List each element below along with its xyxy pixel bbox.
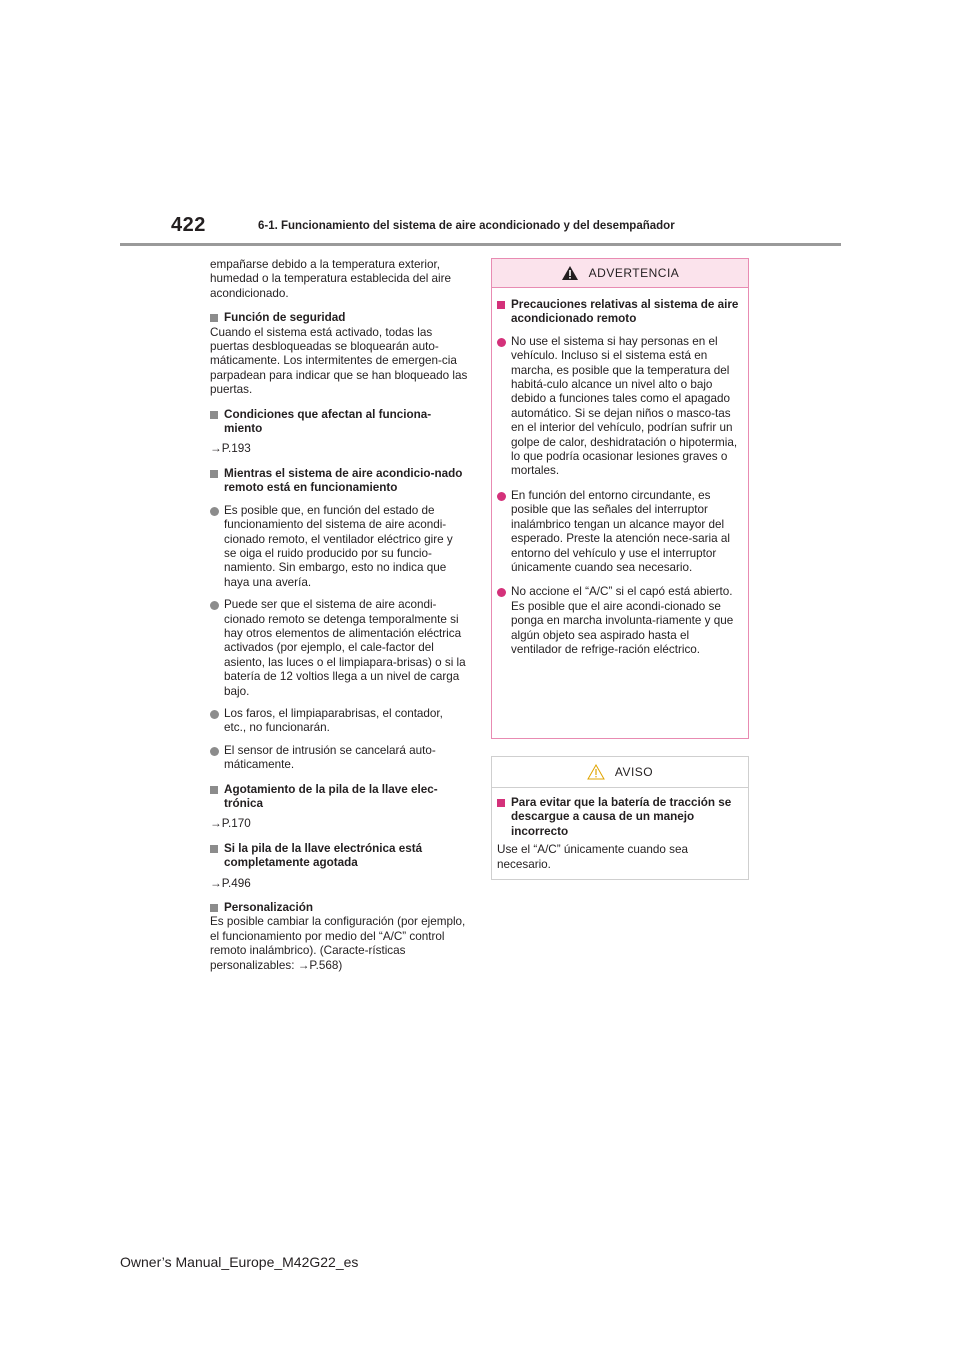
header-divider	[120, 243, 841, 246]
notice-body	[492, 788, 748, 872]
security-heading: Función de seguridad	[210, 311, 468, 325]
warning-body	[492, 288, 748, 657]
running-bullet: Puede ser que el sistema de aire acondi-cionado remoto se detenga temporalmente si hay otros elementos de alimentación eléctrica activados (por ejemplo, el cale-factor del asiento, las luces o el limpiapara-brisas) o si la batería de 12 voltios llega a un nivel de carga bajo.	[210, 598, 468, 699]
notice-box	[491, 756, 749, 880]
depleted-heading: Si la pila de la llave electrónica está completamente agotada	[210, 842, 468, 871]
chapter-title: 6-1. Funcionamiento del sistema de aire acondicionado y del desempañador	[258, 220, 675, 232]
running-bullet: Es posible que, en función del estado de funcionamiento del sistema de aire acondi-cionado remoto, el ventilador eléctrico gire y se oiga el ruido producido por su funcio-namiento. Sin embargo, esto no indica que haya una avería.	[210, 504, 468, 590]
intro-paragraph	[210, 258, 468, 301]
warning-header	[492, 259, 748, 288]
security-section	[210, 311, 468, 397]
customization-heading: Personalización	[210, 901, 468, 915]
warning-bullet: En función del entorno circundante, es posible que las señales del interruptor inalámbrico tengan un alcance mayor del esperado. Preste la atención nece-saria al entorno del vehículo y use el interruptor únicamente cuando sea necesario.	[497, 489, 742, 575]
warning-heading: Precauciones relativas al sistema de aire acondicionado remoto	[497, 298, 742, 327]
intro-text: empañarse debido a la temperatura exterior, humedad o la temperatura establecida del aire acondicionado.	[210, 258, 452, 300]
battery-heading: Agotamiento de la pila de la llave elec-trónica	[210, 783, 468, 812]
conditions-page-ref[interactable]: →P.193	[210, 442, 251, 456]
left-column	[210, 258, 468, 983]
footer-text: Owner’s Manual_Europe_M42G22_es	[120, 1254, 359, 1270]
notice-title: AVISO	[614, 764, 654, 779]
conditions-section	[210, 408, 468, 457]
customization-text: Es posible cambiar la configuración (por ejemplo, el funcionamiento por medio del “A/C” control remoto inalámbrico). (Caracte-rísticas personalizables: →P.568)	[210, 915, 466, 972]
caution-triangle-icon	[587, 764, 605, 780]
security-text: Cuando el sistema está activado, todas las puertas desbloqueadas se bloquearán auto-máticamente. Los intermitentes de emergen-cia parpadean para indicar que se han bloqueado las puertas.	[210, 325, 468, 397]
running-bullet: El sensor de intrusión se cancelará auto-máticamente.	[210, 744, 468, 773]
running-bullet: Los faros, el limpiaparabrisas, el contador, etc., no funcionarán.	[210, 707, 468, 736]
customization-section	[210, 901, 468, 973]
warning-triangle-icon	[561, 265, 579, 281]
depleted-page-ref[interactable]: →P.496	[210, 876, 251, 890]
page-number: 422	[171, 214, 206, 236]
running-section	[210, 467, 468, 773]
warning-title: ADVERTENCIA	[588, 265, 680, 280]
warning-bullet: No use el sistema si hay personas en el vehículo. Incluso si el sistema está en marcha, es posible que la temperatura del habitá-culo alcance un nivel alto o bajo debido a funciones tales como el apagado automático. Si se dejan niños o masco-tas en el interior del vehículo, podrían sufrir un golpe de calor, deshidratación o hipotermia, lo que podría ocasionar lesiones graves o mortales.	[497, 335, 742, 479]
warning-box	[491, 258, 749, 739]
depleted-section	[210, 842, 468, 891]
notice-header	[492, 757, 748, 788]
notice-heading: Para evitar que la batería de tracción se descargue a causa de un manejo incorrecto	[497, 796, 742, 839]
warning-bullet: No accione el “A/C” si el capó está abierto. Es posible que el aire acondi-cionado se ponga en marcha involunta-riamente y que algún objeto sea aspirado hasta el ventilador de refrige-ración eléctrico.	[497, 585, 742, 657]
running-heading: Mientras el sistema de aire acondicio-nado remoto está en funcionamiento	[210, 467, 468, 496]
battery-page-ref[interactable]: →P.170	[210, 817, 251, 831]
conditions-heading: Condiciones que afectan al funciona-miento	[210, 408, 468, 437]
notice-text: Use el “A/C” únicamente cuando sea necesario.	[497, 843, 688, 871]
battery-section	[210, 783, 468, 832]
